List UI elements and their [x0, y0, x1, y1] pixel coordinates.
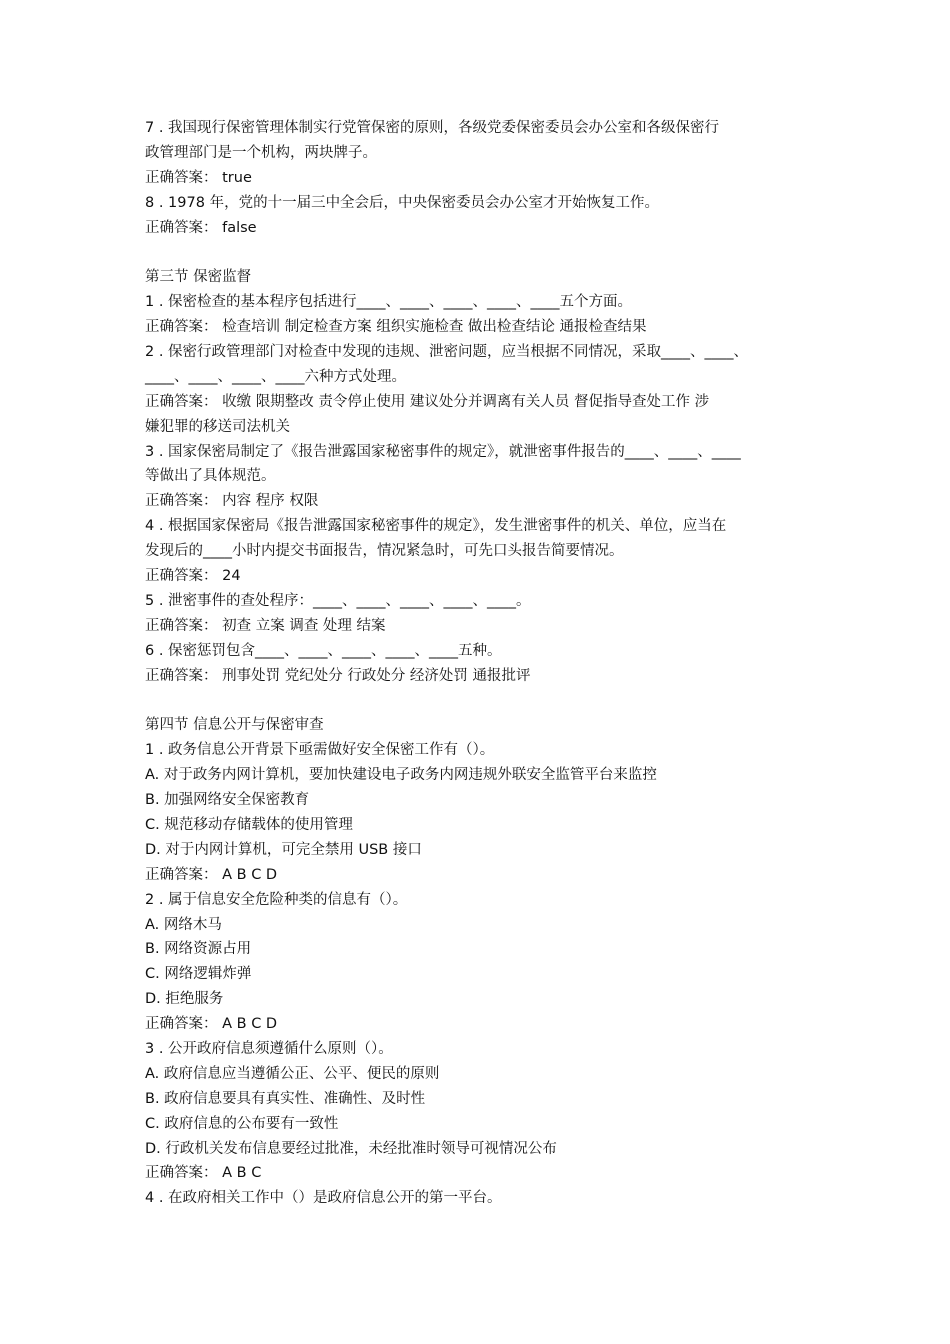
text-line: 嫌犯罪的移送司法机关 — [145, 418, 290, 435]
answer-line: 正确答案： A B C — [145, 1165, 262, 1182]
answer-line: 正确答案： 24 — [145, 568, 241, 585]
answer-line: 正确答案： 内容 程序 权限 — [145, 493, 319, 510]
answer-line: 正确答案： true — [145, 169, 252, 186]
option-line: A. 对于政务内网计算机，要加快建设电子政务内网违规外联安全监管平台来监控 — [145, 767, 657, 784]
text-line: 1 . 政务信息公开背景下亟需做好安全保密工作有（）。 — [145, 742, 495, 759]
text-line: 4 . 根据国家保密局《报告泄露国家秘密事件的规定》，发生泄密事件的机关、单位，应当在 — [145, 518, 727, 535]
text-line: 1 . 保密检查的基本程序包括进行____、____、____、____、____五个方面。 — [145, 294, 633, 311]
option-line: C. 政府信息的公布要有一致性 — [145, 1115, 339, 1132]
text-line: 5 . 泄密事件的查处程序：____、____、____、____、____。 — [145, 592, 531, 609]
text-line: ____、____、____、____六种方式处理。 — [145, 368, 406, 385]
option-line: D. 拒绝服务 — [145, 991, 224, 1008]
answer-line: 正确答案： 收缴 限期整改 责令停止使用 建议处分并调离有关人员 督促指导查处工作 涉 — [145, 393, 710, 410]
answer-line: 正确答案： false — [145, 219, 257, 236]
section-heading: 第四节 信息公开与保密审查 — [145, 717, 324, 734]
option-line: C. 网络逻辑炸弹 — [145, 966, 252, 983]
text-line: 4 . 在政府相关工作中（）是政府信息公开的第一平台。 — [145, 1190, 502, 1207]
text-line: 6 . 保密惩罚包含____、____、____、____、____五种。 — [145, 642, 502, 659]
answer-line: 正确答案： A B C D — [145, 1016, 278, 1033]
answer-line: 正确答案： 初查 立案 调查 处理 结案 — [145, 617, 386, 634]
option-line: B. 网络资源占用 — [145, 941, 252, 958]
answer-line: 正确答案： A B C D — [145, 866, 278, 883]
text-line: 等做出了具体规范。 — [145, 468, 276, 485]
option-line: D. 行政机关发布信息要经过批准，未经批准时领导可视情况公布 — [145, 1140, 557, 1157]
section-heading: 第三节 保密监督 — [145, 269, 252, 286]
option-line: D. 对于内网计算机，可完全禁用 USB 接口 — [145, 841, 422, 858]
option-line: A. 政府信息应当遵循公正、公平、便民的原则 — [145, 1065, 440, 1082]
text-line: 发现后的____小时内提交书面报告，情况紧急时，可先口头报告简要情况。 — [145, 543, 624, 560]
spacer — [145, 240, 845, 265]
text-line: 2 . 保密行政管理部门对检查中发现的违规、泄密问题，应当根据不同情况，采取____、____、 — [145, 344, 749, 361]
spacer — [145, 688, 845, 713]
option-line: A. 网络木马 — [145, 916, 222, 933]
option-line: C. 规范移动存储载体的使用管理 — [145, 816, 353, 833]
text-line: 7 . 我国现行保密管理体制实行党管保密的原则，各级党委保密委员会办公室和各级保密行 — [145, 120, 720, 136]
answer-line: 正确答案： 检查培训 制定检查方案 组织实施检查 做出检查结论 通报检查结果 — [145, 319, 647, 336]
text-line: 8 . 1978 年，党的十一届三中全会后，中央保密委员会办公室才开始恢复工作。 — [145, 194, 660, 211]
document-page — [145, 116, 845, 1211]
text-line: 3 . 国家保密局制定了《报告泄露国家秘密事件的规定》，就泄密事件报告的____、____、____ — [145, 443, 741, 460]
option-line: B. 加强网络安全保密教育 — [145, 792, 310, 809]
text-line: 政管理部门是一个机构，两块牌子。 — [145, 144, 377, 161]
option-line: B. 政府信息要具有真实性、准确性、及时性 — [145, 1090, 426, 1107]
answer-line: 正确答案： 刑事处罚 党纪处分 行政处分 经济处罚 通报批评 — [145, 667, 531, 684]
text-line: 3 . 公开政府信息须遵循什么原则（）。 — [145, 1040, 393, 1057]
text-line: 2 . 属于信息安全危险种类的信息有（）。 — [145, 891, 408, 908]
